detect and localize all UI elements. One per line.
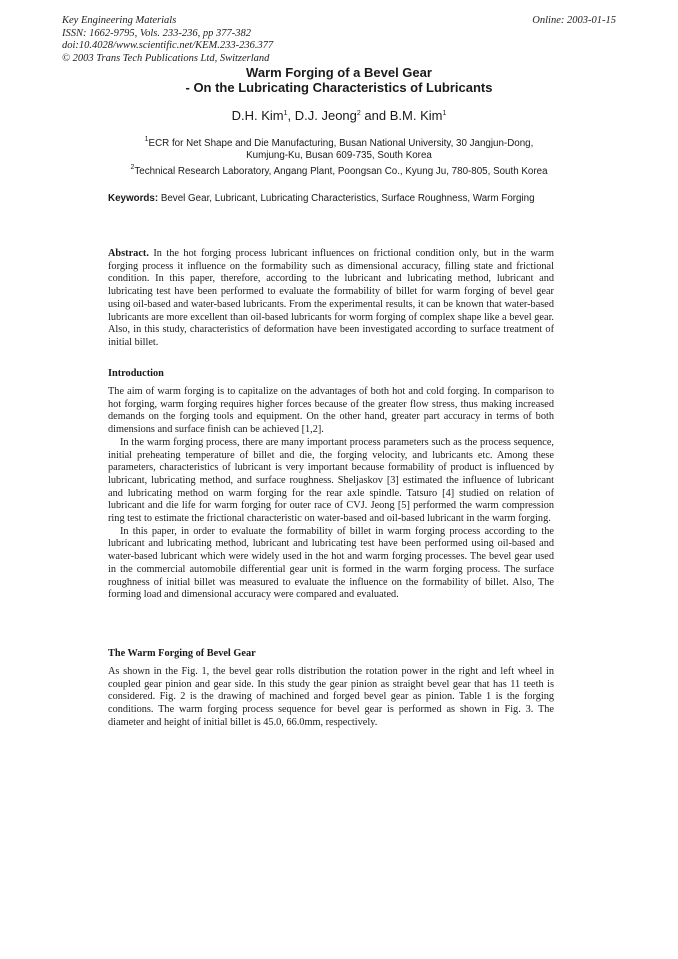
title-line-2: - On the Lubricating Characteristics of Lubricants bbox=[185, 80, 493, 95]
online-date: Online: 2003-01-15 bbox=[532, 15, 616, 26]
author-list bbox=[0, 108, 678, 123]
citation-header bbox=[62, 15, 273, 65]
affiliation-2-text: Technical Research Laboratory, Angang Plant, Poongsan Co., Kyung Ju, 780-805, South Korea bbox=[134, 166, 548, 177]
copyright-line: © 2003 Trans Tech Publications Ltd, Switzerland bbox=[62, 52, 270, 64]
abstract bbox=[108, 248, 554, 350]
issn-line: ISSN: 1662-9795, Vols. 233-236, pp 377-382 bbox=[62, 27, 251, 39]
paragraph: As shown in the Fig. 1, the bevel gear rolls distribution the rotation power in the right and left wheel in coupled gear pinion and gear side. In this study the gear pinion as straight bevel gear that has 11 teeth is considered. Fig. 2 is the drawing of machined and forged bevel gear as pinion. Table 1 is the forging conditions. The warm forging process sequence for bevel gear is performed as shown in Fig. 3. The diameter and height of initial billet is 45.0, 66.0mm, respectively. bbox=[108, 666, 554, 728]
keywords bbox=[108, 193, 588, 204]
abstract-text: In the hot forging process lubricant influences on frictional condition only, but in the warm forging process it influence on the formability such as dimensional accuracy, filling state and frictional condition. In this paper, therefore, according to the lubricant and lubricating method, lubricant and lubricating test have been performed to evaluate the formability of billet for warm forging of bevel gear using oil-based and water-based lubricants. From the experimental results, it can be known that water-based lubricants are more excellent than oil-based lubricants for worm forging of complex shape like a bevel gear. Also, in this study, characteristics of deformation have been investigated according to surface treatment of initial billet. bbox=[108, 248, 554, 348]
affiliation-2 bbox=[0, 162, 678, 178]
introduction-heading: Introduction bbox=[108, 368, 164, 379]
title-line-1: Warm Forging of a Bevel Gear bbox=[246, 65, 432, 80]
paragraph: In this paper, in order to evaluate the formability of billet in warm forging process according to the lubricant and lubricating method, lubricant and lubricating test have been performed using oil-based and water-based lubricant which were widely used in the hot and warm forging processes. The bevel gear used in the commercial automobile differential gear unit is formed in the warm forging process. The surface roughness of initial billet was measured to evaluate the influence on the formability of billet. Also, The forming load and dimensional accuracy were compared and evaluated. bbox=[108, 525, 554, 601]
affiliation-1-line-2: Kumjung-Ku, Busan 609-735, South Korea bbox=[246, 150, 432, 161]
paper-title bbox=[0, 65, 678, 95]
doi-link[interactable]: doi:10.4028/www.scientific.net/KEM.233-236.377 bbox=[62, 40, 274, 51]
author-separator: and bbox=[360, 108, 390, 123]
affiliation-1-line-1: ECR for Net Shape and Die Manufacturing, Busan National University, 30 Jangjun-Dong, bbox=[148, 138, 534, 149]
bevel-gear-body bbox=[108, 666, 554, 730]
affiliation-1 bbox=[0, 134, 678, 162]
keywords-text: Bevel Gear, Lubricant, Lubricating Characteristics, Surface Roughness, Warm Forging bbox=[160, 193, 535, 204]
journal-name: Key Engineering Materials bbox=[62, 15, 177, 26]
author-affiliation-mark: 2 bbox=[356, 110, 361, 117]
abstract-label: Abstract. bbox=[108, 248, 149, 259]
introduction-body bbox=[108, 386, 554, 602]
author-affiliation-mark: 1 bbox=[283, 110, 288, 117]
paragraph: The aim of warm forging is to capitalize on the advantages of both hot and cold forging. In comparison to hot forging, warm forging requires higher forces because of the greater flow stress, thus making increased demands on the forging tools and equipment. On the other hand, greater part accuracy in terms of both dimensions and surface finish can be achieved [1,2]. bbox=[108, 386, 554, 436]
paragraph: In the warm forging process, there are many important process parameters such as the process sequence, initial preheating temperature of billet and die, the forging velocity, and lubricants etc. Among these parameters, characteristics of lubricant is very important because formability of product is influenced by lubricant, lubricating method, and surface roughness. Sheljaskov [3] estimated the influence of lubricant and lubricating method on warm forging for the rear axle spindle. Tatsuro [4] studied on relation of lubricant and die life for warm forging for outer race of CVJ. Jeong [5] performed the warm compression ring test to estimate the frictional characteristic on water-based and oil-based lubricant in the warm forging. bbox=[108, 436, 554, 525]
keywords-label: Keywords: bbox=[108, 193, 159, 204]
author-name: D.J. Jeong bbox=[294, 108, 357, 123]
affiliation-mark: 2 bbox=[130, 164, 135, 171]
author-separator: , bbox=[287, 108, 295, 123]
bevel-gear-heading: The Warm Forging of Bevel Gear bbox=[108, 648, 256, 659]
author-affiliation-mark: 1 bbox=[442, 110, 447, 117]
author-name: D.H. Kim bbox=[231, 108, 284, 123]
affiliation-mark: 1 bbox=[144, 136, 149, 143]
author-name: B.M. Kim bbox=[389, 108, 443, 123]
